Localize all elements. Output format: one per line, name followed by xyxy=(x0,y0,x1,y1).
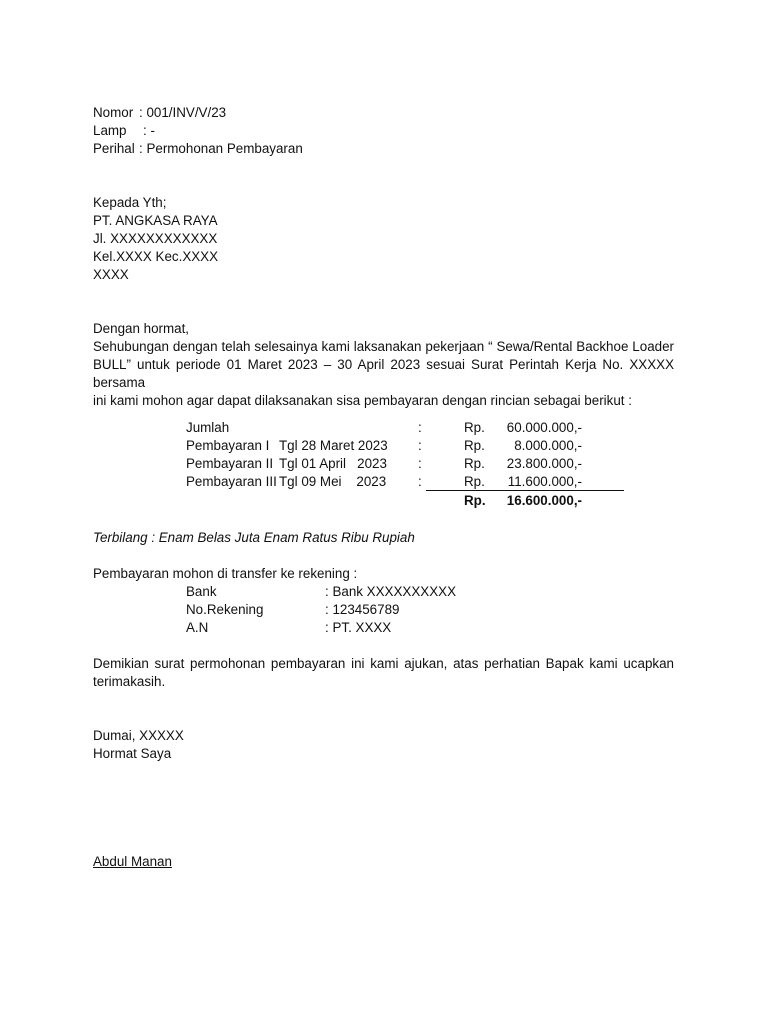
letter-page xyxy=(93,104,674,871)
row-currency: Rp. xyxy=(464,438,485,453)
account-value: : 123456789 xyxy=(325,602,400,617)
row-colon: : xyxy=(418,474,422,489)
body-paragraph-line-1: Sehubungan dengan telah selesainya kami laksanakan pekerjaan “ Sewa/Rental Backhoe Loader xyxy=(93,339,674,354)
row-currency: Rp. xyxy=(464,474,485,489)
recipient-street: Jl. XXXXXXXXXXXX xyxy=(93,231,218,246)
letter-header xyxy=(93,104,674,158)
row-colon: : xyxy=(418,420,422,435)
nomor-value: : 001/INV/V/23 xyxy=(139,105,227,120)
row-amount: 8.000.000,- xyxy=(514,438,582,453)
row-amount: 60.000.000,- xyxy=(506,420,582,435)
bank-label: Bank xyxy=(186,584,217,599)
place-date: Dumai, XXXXX xyxy=(93,728,184,743)
perihal-label: Perihal xyxy=(93,141,135,156)
recipient-district: Kel.XXXX Kec.XXXX xyxy=(93,249,219,264)
lamp-label: Lamp xyxy=(93,123,127,138)
closing-block xyxy=(93,655,674,691)
row-label: Pembayaran I xyxy=(186,438,270,453)
sum-divider xyxy=(426,490,624,491)
body-paragraph-line-3: ini kami mohon agar dapat dilaksanakan sisa pembayaran dengan rincian sebagai berikut : xyxy=(93,393,632,408)
row-label: Pembayaran III xyxy=(186,474,277,489)
closing-line-1: Demikian surat permohonan pembayaran ini kami ajukan, atas perhatian Bapak kami ucapkan xyxy=(93,656,674,671)
account-name-value: : PT. XXXX xyxy=(325,620,392,635)
transfer-intro: Pembayaran mohon di transfer ke rekening : xyxy=(93,566,358,581)
perihal-row xyxy=(93,140,674,158)
row-currency: Rp. xyxy=(464,420,485,435)
account-name-label: A.N xyxy=(186,620,209,635)
lamp-value: : - xyxy=(143,123,155,138)
body-block xyxy=(93,320,674,410)
row-currency: Rp. xyxy=(464,456,485,471)
total-currency: Rp. xyxy=(464,493,486,508)
closing-line-2: terimakasih. xyxy=(93,674,166,689)
account-label: No.Rekening xyxy=(186,602,264,617)
body-paragraph-line-2: BULL” untuk periode 01 Maret 2023 – 30 April 2023 sesuai Surat Perintah Kerja No. XXXXX bersama xyxy=(93,357,674,390)
payment-table xyxy=(186,419,674,509)
nomor-label: Nomor xyxy=(93,105,134,120)
account-row xyxy=(186,601,674,619)
row-label: Jumlah xyxy=(186,420,230,435)
lamp-row xyxy=(93,122,674,140)
bank-value: : Bank XXXXXXXXXX xyxy=(325,584,456,599)
row-date: Tgl 01 April 2023 xyxy=(279,456,387,471)
perihal-value: : Permohonan Pembayaran xyxy=(139,141,303,156)
row-label: Pembayaran II xyxy=(186,456,274,471)
bank-row xyxy=(186,583,674,601)
row-amount: 11.600.000,- xyxy=(507,474,582,489)
amount-in-words: Terbilang : Enam Belas Juta Enam Ratus Ribu Rupiah xyxy=(93,530,415,545)
recipient-city: XXXX xyxy=(93,267,129,282)
recipient-company: PT. ANGKASA RAYA xyxy=(93,213,218,228)
salutation: Dengan hormat, xyxy=(93,321,190,336)
regards: Hormat Saya xyxy=(93,746,172,761)
row-date: Tgl 28 Maret 2023 xyxy=(279,438,388,453)
total-amount: 16.600.000,- xyxy=(506,493,582,508)
recipient-block xyxy=(93,194,674,284)
signatory-name: Abdul Manan xyxy=(93,854,172,869)
account-name-row xyxy=(186,619,674,637)
nomor-row xyxy=(93,104,674,122)
row-colon: : xyxy=(418,456,422,471)
row-colon: : xyxy=(418,438,422,453)
row-amount: 23.800.000,- xyxy=(506,456,582,471)
row-date: Tgl 09 Mei 2023 xyxy=(279,474,387,489)
transfer-block xyxy=(93,565,674,637)
recipient-greeting: Kepada Yth; xyxy=(93,195,167,210)
bank-details xyxy=(186,583,674,637)
